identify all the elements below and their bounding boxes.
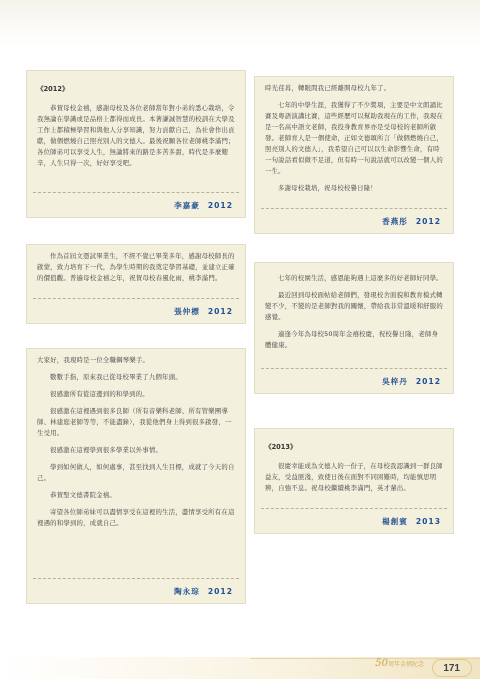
author-signature (382, 216, 441, 227)
page-number: 171 (443, 663, 460, 674)
author-name: 吳梓丹 (382, 377, 408, 386)
message-paragraph: 很感激所有從這邊到的和學到的。 (50, 390, 149, 398)
author-year: 2012 (207, 307, 233, 316)
year-heading: 《2013》 (265, 443, 297, 451)
anniversary-number: 50 (375, 658, 388, 669)
author-signature (174, 306, 233, 317)
message-paragraph: 最近回到母校面帖給老師們，發現校舍面貌和教育模式轉變不少，不變的是老師對我的關懷，帶給我非常溫暖和舒服的感覺。 (265, 291, 443, 321)
author-year: 2012 (415, 377, 441, 386)
anniversary-logo (375, 658, 424, 669)
divider (261, 208, 447, 209)
divider (261, 368, 447, 369)
year-heading: 《2012》 (37, 85, 69, 93)
message-card-cheung-chung-piu (26, 244, 246, 324)
divider (33, 578, 239, 579)
message-paragraph: 七年的中學生涯，我獲得了不少獎項，主要是中文朗誦比賽及粵語演講比賽，這些經歷可以幫助我現在的工作，我現在是一名高中語文老師，我投身教育界亦是受母校的老師所啟發。老師育人是一個使命，正如文德頌所言「做個燃燒自己，照亮別人的文德人」，我希望自己可以以生命影響生命，有時一句說話看似微不足道，但有時一句說話就可以改變一個人的一生。 (265, 101, 443, 175)
message-paragraph: 多謝母校栽培，祝母校校譽日隆！ (278, 184, 377, 192)
author-signature (382, 516, 441, 527)
message-paragraph: 寄望各位師弟妹可以盡情享受在這裡的生活，盡情享受所有在這裡遇的和學到的，成就自己。 (37, 508, 235, 527)
message-paragraph: 很感激在這裡學到很多學業以外事情。 (50, 446, 163, 454)
author-signature (382, 376, 441, 387)
message-paragraph: 很感激在這裡遇到很多良師（所有音樂科老師、所有管樂團導師、林建庭老師等等，不能盡錄），我從他們身上得到很多啟發，一生受用。 (37, 407, 232, 437)
message-paragraph: 數數手指，原來我已從母校畢業了九個年頭。 (50, 373, 182, 381)
author-signature (174, 586, 233, 597)
message-paragraph: 七年的校園生活，感恩能夠遇上這麼多的好老師好同學。 (278, 274, 443, 282)
message-card-li-ka-ho (26, 70, 246, 218)
message-card-ng-tsz-tan (254, 262, 454, 394)
message-paragraph: 很慶幸能成為文德人的一份子，在母校我認識到一群良師益友，受益匪淺，致使日後在面對不同困難時，均能慎思明辨，自強不息。祝母校繼續桃李滿門，英才輩出。 (265, 462, 443, 492)
message-paragraph: 恭賀母校金禧，感謝母校及各位老師當年對小弟的悉心栽培，令我無論在學識或是品格上都得而成長。本著謙誠智慧的校訓在大學及工作上都積極學習和與他人分享知識，努力貢獻自己，為社會作出貢獻，做個燃燒自己照亮別人的文德人。最後祝願各位老師桃李滿門；各位師弟可以享受人生，無論將來的路是多苦多甜，時代是多麼艱辛，人生只得一次，好好享受吧。 (37, 104, 235, 167)
author-year: 2012 (207, 587, 233, 596)
divider (33, 298, 239, 299)
message-card-yeung-chong-pan (254, 428, 454, 534)
message-card-heung-yin-tung (254, 76, 454, 234)
page-header-band (0, 0, 480, 46)
author-year: 2013 (415, 517, 441, 526)
author-name: 張仲標 (174, 307, 200, 316)
author-name: 李嘉豪 (174, 201, 200, 210)
message-paragraph: 恭賀聖文德書院金禧。 (50, 491, 116, 499)
message-paragraph: 時光荏苒，轉眼間我已經離開母校九年了。 (265, 84, 391, 92)
message-paragraph: 學到如何做人，如何處事，甚至找到人生目標，成就了今天的自己。 (37, 463, 235, 482)
author-year: 2012 (207, 201, 233, 210)
message-paragraph: 適逢今年為母校50周年金禧校慶，祝校譽日隆，老師身體健康。 (265, 330, 439, 349)
anniversary-text: 周年金禧紀念 (387, 661, 424, 668)
author-name: 香燕彤 (382, 217, 408, 226)
author-signature (174, 200, 233, 211)
message-card-to-wing-chung (26, 348, 246, 604)
author-name: 陶永琮 (174, 587, 200, 596)
divider (261, 508, 447, 509)
author-year: 2012 (415, 217, 441, 226)
message-paragraph: 大家好，我現時是一位全職鋼琴樂手。 (37, 356, 150, 364)
message-paragraph: 作為首屆文憑試畢業生，不經不覺已畢業多年，感謝母校師長的啟蒙，致力培育下一代，為學生時期的我奠定學習基礎，並建立正確的價值觀。普遍母校金禧之年，祝賀母校春風化雨，桃李滿門。 (37, 252, 235, 282)
author-name: 楊創賓 (382, 517, 408, 526)
divider (33, 192, 239, 193)
